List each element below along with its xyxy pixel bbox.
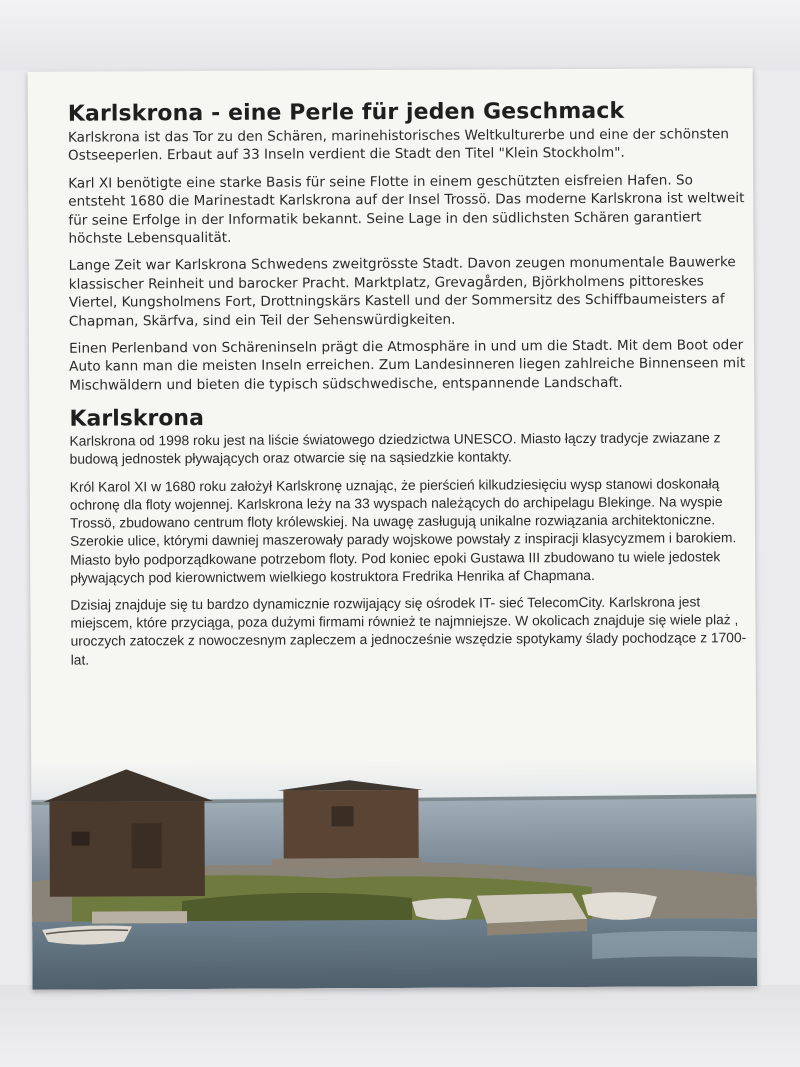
polish-paragraph-2: Król Karol XI w 1680 roku założył Karlskronę uznając, że pierścień kilkudziesięciu wysp stanowi doskonałą ochronę dla floty wojennej. Karlskrona leży na 33 wyspach należących do archipelagu Blekinge. Na wyspie Trossö, zbudowano centrum floty królewskiej. Na uwagę zasługują unikalne rozwiązania architektoniczne. Szerokie ulice, którymi dawniej maszerowały parady wojskowe powstały z inspiracji klasycyzmem i barokiem. Miasto było podporządkowane potrzebom floty. Pod koniec epoki Gustawa III zbudowano tu wiele jedostek pływających pod kierownictwem wielkiego kostruktora Fredrika Henrika af Chapmana.	[69, 475, 737, 586]
rowboat-center	[412, 898, 472, 920]
text-block	[68, 98, 751, 678]
polish-section	[69, 403, 750, 669]
left-jetty	[92, 911, 187, 923]
center-boathouse	[271, 780, 423, 869]
rowboat-right	[582, 892, 657, 920]
background-top	[0, 0, 800, 70]
german-paragraph-2: Karl XI benötigte eine starke Basis für seine Flotte in einem geschützten eisfreien Hafen. So entsteht 1680 die Marinestadt Karlskrona auf der Insel Trossö. Das moderne Karlskrona ist weltweit für seine Erfolge in der Informatik bekannt. Seine Lage in den südlichsten Schären garantiert höchste Lebensqualität.	[68, 172, 745, 247]
polish-title: Karlskrona	[69, 406, 204, 432]
water-glare	[592, 930, 757, 959]
german-paragraph-1: Karlskrona ist das Tor zu den Schären, marinehistorisches Weltkulturerbe und eine der schönsten Ostseeperlen. Erbaut auf 33 Inseln verdient die Stadt den Titel "Klein Stockholm".	[67, 126, 730, 165]
pier-right	[477, 893, 587, 936]
coast-photo	[31, 758, 757, 990]
background-bottom	[0, 985, 800, 1067]
printed-sheet	[28, 68, 758, 990]
german-paragraph-4: Einen Perlenband von Schäreninseln prägt die Atmosphäre in und um die Stadt. Mit dem Boot oder Auto kann man die meisten Inseln erreichen. Zum Landesinneren liegen zahlreiche Binnenseen mit Mischwäldern und bieten die typisch südschwedische, entspannende Landschaft.	[69, 337, 746, 394]
polish-paragraph-3: Dzisiaj znajduje się tu bardzo dynamicznie rozwijający się ośrodek IT- sieć TelecomCity. Karlskrona jest miejscem, które przyciąga, poza dużymi firmami również te najmniejsze. W okolicach znajduje się wiele plaż , uroczych zatoczek z nowoczesnym zapleczem a jednocześnie wszędzie spotykamy ślady pochodzące z 1700-lat.	[70, 594, 747, 668]
rowboat-left	[42, 925, 132, 944]
german-section	[68, 98, 750, 395]
german-title: Karlskrona - eine Perle für jeden Geschmack	[67, 98, 625, 127]
german-paragraph-3: Lange Zeit war Karlskrona Schwedens zweitgrösste Stadt. Davon zeugen monumentale Bauwerke klassischer Reinheit und barocker Pracht. Marktplatz, Grevagården, Björkholmens pittoreskes Viertel, Kungsholmens Fort, Drottningskärs Kastell und der Sommersitz des Schiffbaumeisters af Chapman, Skärfva, sind ein Teil der Sehenswürdigkeiten.	[68, 254, 736, 330]
polish-paragraph-1: Karlskrona od 1998 roku jest na liście światowego dziedzictwa UNESCO. Miasto łączy tradycje zwiazane z budową jednostek pływających oraz otwarcie się na sąsiedzkie kontakty.	[69, 430, 721, 468]
